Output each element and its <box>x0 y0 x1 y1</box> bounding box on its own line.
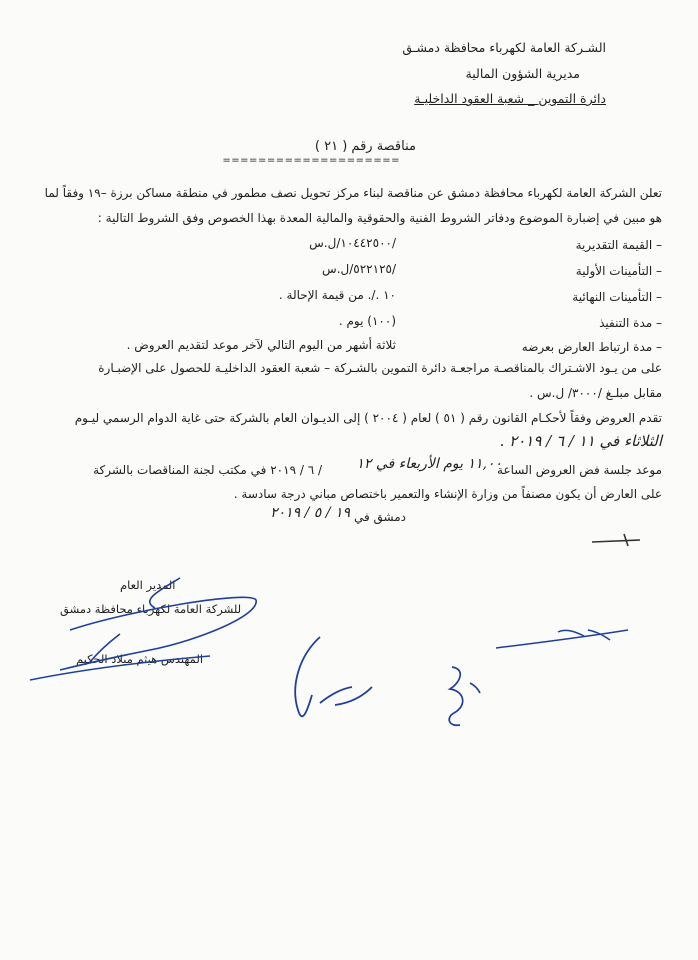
title-divider: ==================== <box>222 155 400 166</box>
classification-line: على العارض أن يكون مصنفاً من وزارة الإنشاء والتعمير باختصاص مباني درجة سادسة . <box>233 487 662 501</box>
company-name: الشـركة العامة لكهرباء محافظة دمشـق <box>402 40 606 55</box>
signatory-name: المهندس هيثم ميلاد الحكيم <box>76 652 204 666</box>
committee-signature-3-icon <box>488 618 638 658</box>
signatory-company: للشركة العامة لكهرباء محافظة دمشق <box>60 602 242 616</box>
tender-title: مناقصة رقم ( ٢١ ) <box>314 139 416 154</box>
condition-value: /١٠٤٤٢٥٠٠/ل.س <box>309 236 396 250</box>
condition-value: ثلاثة أشهر من اليوم التالي لآخر موعد لتقديم العروض . <box>126 338 396 352</box>
committee-signature-1-icon <box>280 625 380 735</box>
date-label: دمشق في <box>353 510 406 524</box>
condition-value: /٥٢٢١٢٥/ل.س <box>322 262 396 276</box>
condition-value: (١٠٠) يوم . <box>338 314 396 328</box>
condition-label: – القيمة التقديرية <box>575 238 662 252</box>
condition-label: – التأمينات الأولية <box>575 264 662 278</box>
intro-line-1: تعلن الشركة العامة لكهرباء محافظة دمشق عن مناقصة لبناء مركز تحويل نصف مطمور في منطقة مساكن برزة –١٩ وفقاً لما <box>44 186 662 200</box>
date-handwritten: ١٩ / ٥ / ٢٠١٩ <box>270 505 350 521</box>
condition-label: – التأمينات النهائية <box>572 290 662 304</box>
signatory-title: المدير العام <box>120 578 176 592</box>
submission-handwritten-day: الثلاثاء في ١١ / ٦ / ٢٠١٩ . <box>499 432 662 450</box>
submission-line-1: تقدم العروض وفقاً لأحكـام القانون رقم ( ٥١ ) لعام ( ٢٠٠٤ ) إلى الديـوان العام بالشركة حتى غاية الدوام الرسمي ليـوم <box>74 411 662 425</box>
opening-suffix: / ٦ / ٢٠١٩ في مكتب لجنة المناقصات بالشركة <box>93 463 322 477</box>
directorate-name: مديرية الشؤون المالية <box>465 66 580 81</box>
condition-label: – مدة التنفيذ <box>599 316 662 330</box>
director-signature-icon <box>20 570 280 690</box>
department-name: دائرة التموين _ شعبة العقود الداخليـة <box>414 91 606 106</box>
opening-handwritten-time: ١١,٠٠ يوم الأربعاء في ١٢ <box>356 456 502 472</box>
intro-line-2: هو مبين في إضبارة الموضوع ودفاتر الشروط الفنية والحقوقية والمالية المعدة بهذا الخصوص وفق الشروط التالية : <box>97 211 662 225</box>
subscription-line-2: مقابل مبلـغ /٣٠٠٠/ ل.س . <box>529 386 662 400</box>
subscription-line-1: على من يـود الاشـتراك بالمناقصـة مراجعـة دائرة التموين بالشـركة – شعبة العقود الداخليـة للحصول على الإضبـارة <box>98 361 662 375</box>
condition-label: – مدة ارتباط العارض بعرضه <box>521 340 662 354</box>
check-mark-icon <box>588 530 648 550</box>
condition-value: ١٠ ./. من قيمة الإحالة . <box>278 288 396 302</box>
committee-signature-2-icon <box>430 655 490 735</box>
opening-prefix: موعد جلسة فض العروض الساعة <box>497 463 662 477</box>
